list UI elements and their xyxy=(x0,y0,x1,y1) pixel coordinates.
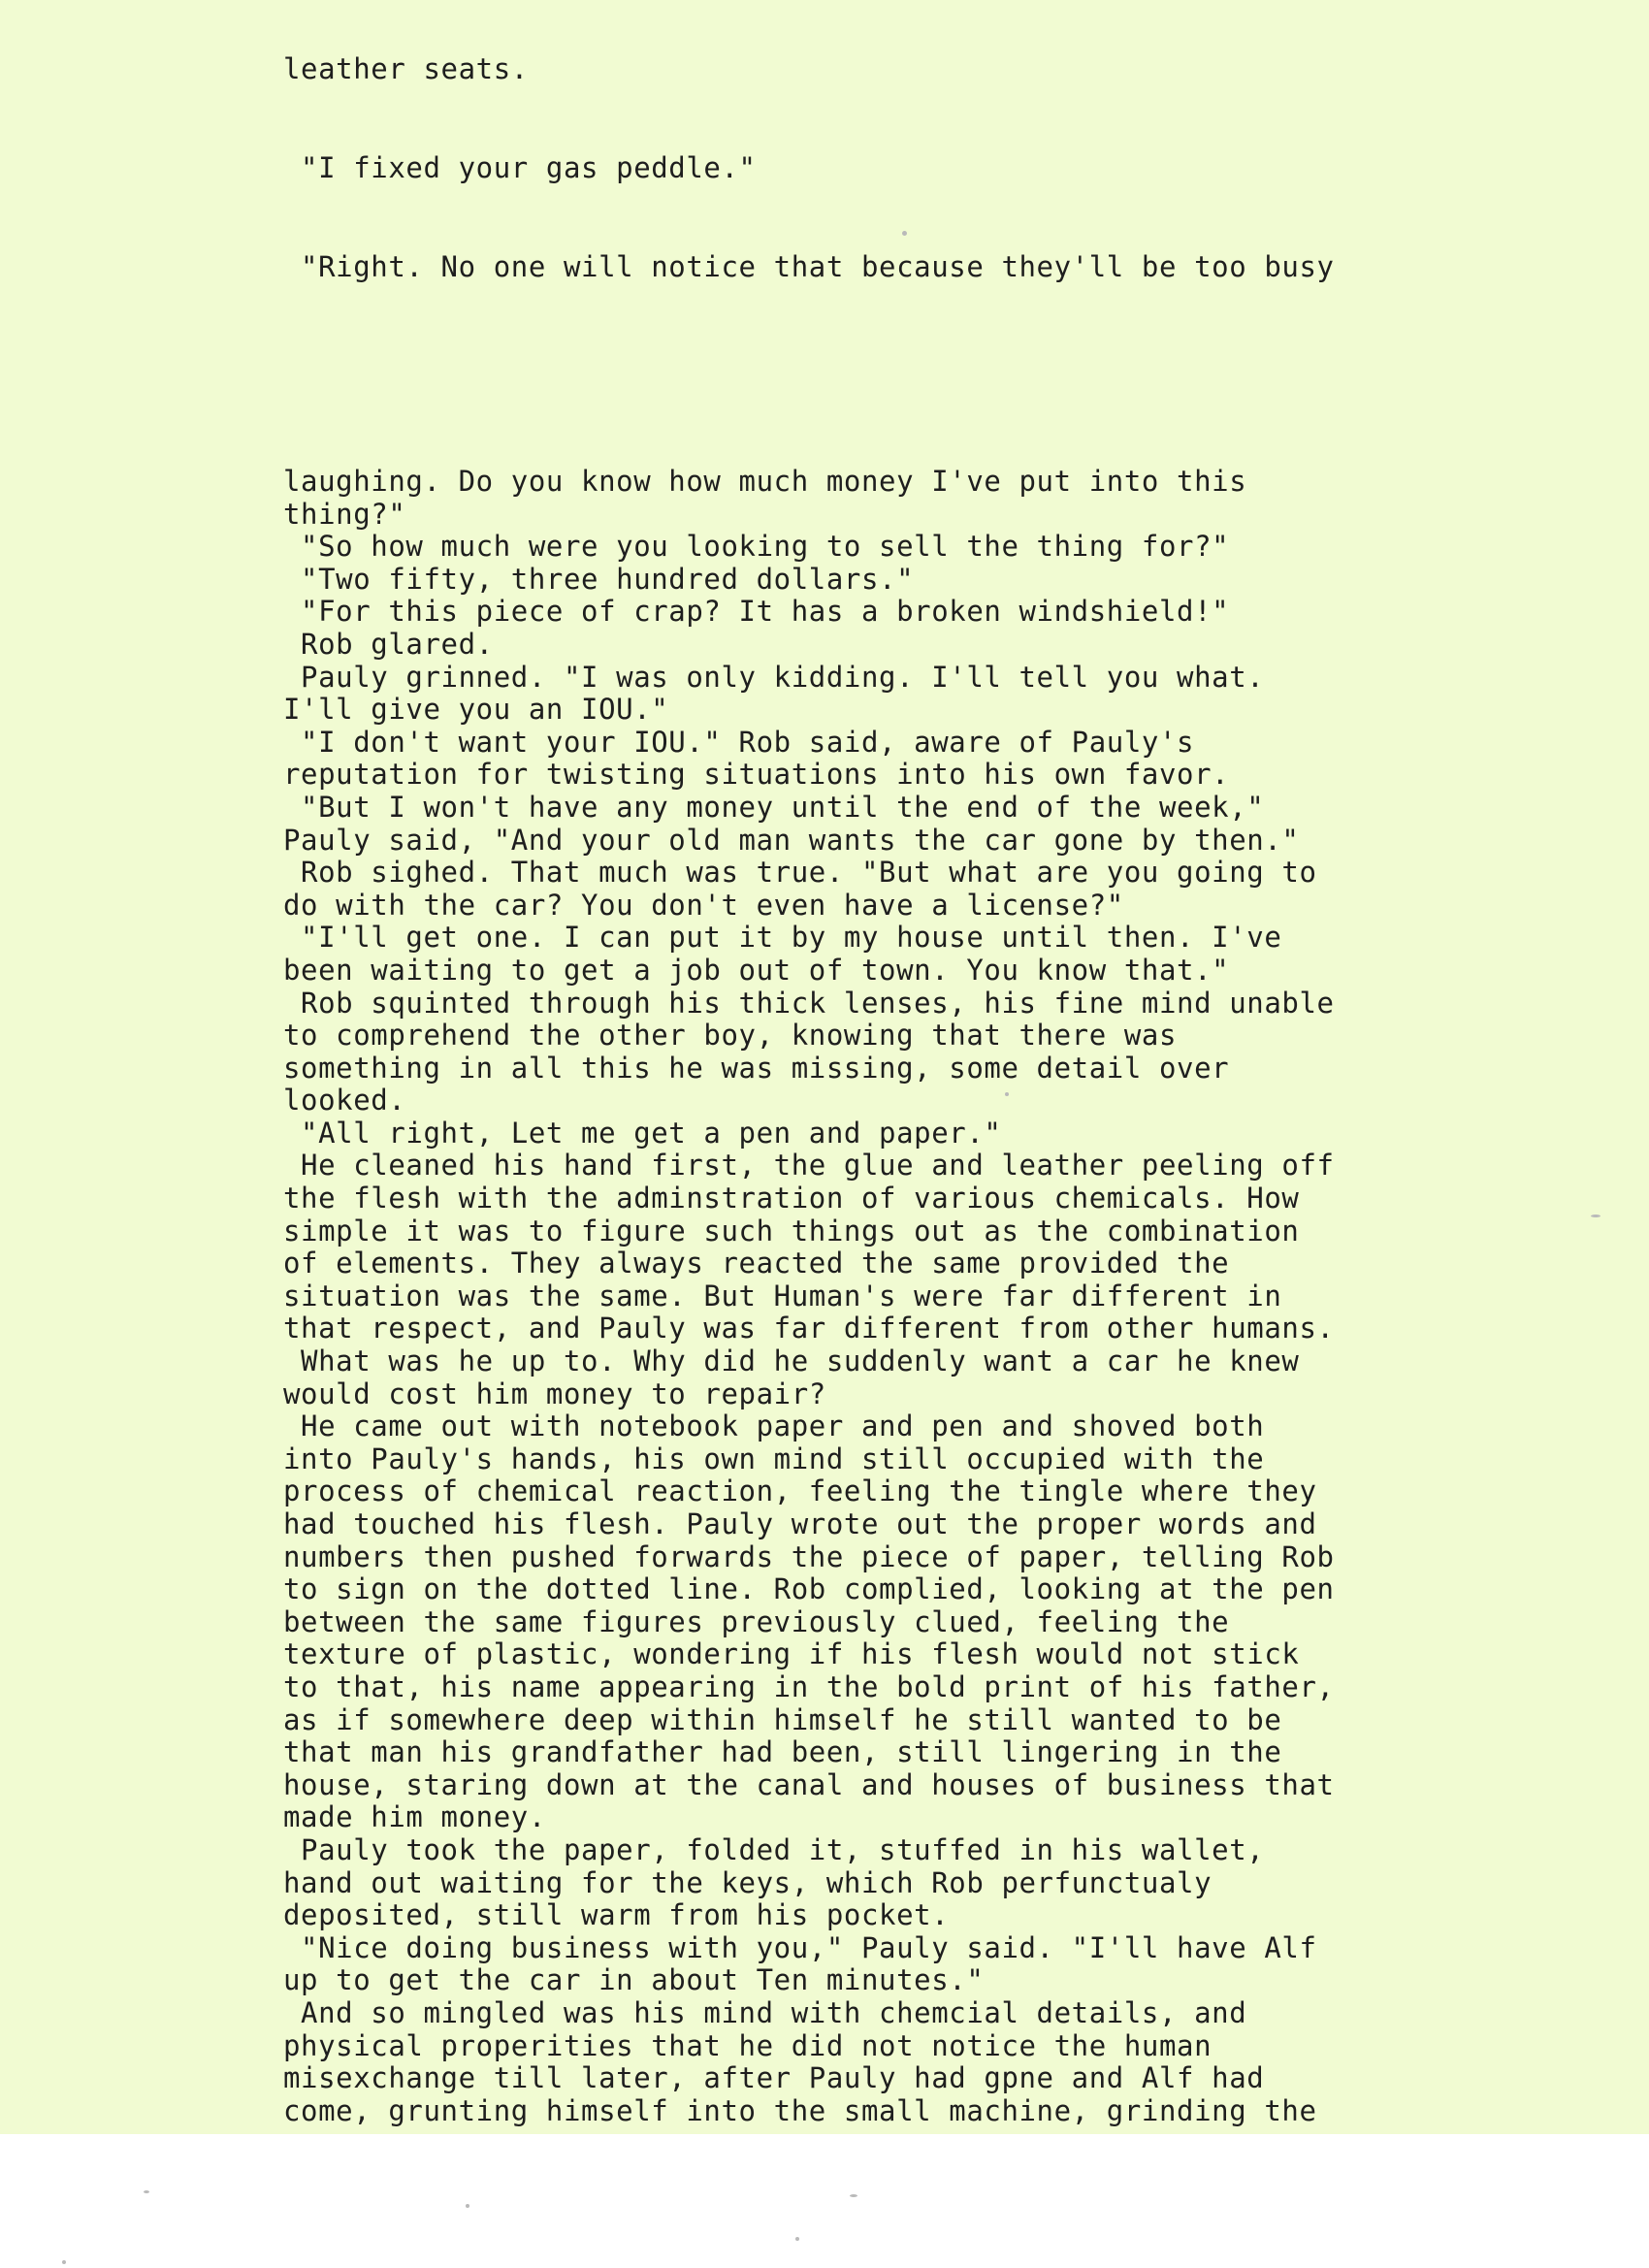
text-line: leather seats. xyxy=(283,52,529,85)
text-line: situation was the same. But Human's were far different in xyxy=(283,1279,1282,1312)
text-line: that respect, and Pauly was far different from other humans. xyxy=(283,1312,1335,1345)
text-line: "All right, Let me get a pen and paper." xyxy=(283,1116,1002,1150)
text-line: reputation for twisting situations into his own favor. xyxy=(283,758,1230,792)
text-line: that man his grandfather had been, still lingering in the xyxy=(283,1735,1282,1769)
text-line: come, grunting himself into the small machine, grinding the xyxy=(283,2093,1317,2127)
text-line: of elements. They always reacted the same provided the xyxy=(283,1247,1230,1280)
paper-speck xyxy=(795,2237,799,2241)
text-line: house, staring down at the canal and houses of business that xyxy=(283,1767,1335,1801)
text-line: deposited, still warm from his pocket. xyxy=(283,1898,950,1932)
text-line: been waiting to get a job out of town. You know that." xyxy=(283,953,1230,987)
text-line: simple it was to figure such things out as the combination xyxy=(283,1214,1300,1247)
text-line: thing?" xyxy=(283,497,406,531)
text-line: to sign on the dotted line. Rob complied, looking at the pen xyxy=(283,1572,1335,1606)
paper-speck xyxy=(1591,1215,1600,1217)
text-line: "I don't want your IOU." Rob said, aware of Pauly's xyxy=(283,725,1195,759)
text-line: numbers then pushed forwards the piece of paper, telling Rob xyxy=(283,1539,1335,1573)
text-line: "Right. No one will notice that because they'll be too busy xyxy=(283,250,1335,283)
text-line: had touched his flesh. Pauly wrote out the proper words and xyxy=(283,1507,1317,1540)
text-line: I'll give you an IOU." xyxy=(283,693,669,727)
text-line: hand out waiting for the keys, which Rob perfunctualy xyxy=(283,1865,1212,1899)
text-line: Rob sighed. That much was true. "But what are you going to xyxy=(283,856,1317,890)
text-line: misexchange till later, after Pauly had gpne and Alf had xyxy=(283,2061,1265,2095)
text-line: to comprehend the other boy, knowing that there was xyxy=(283,1019,1178,1053)
text-line: Pauly said, "And your old man wants the car gone by then." xyxy=(283,823,1300,857)
paper-speck xyxy=(902,231,907,236)
text-line: He came out with notebook paper and pen and shoved both xyxy=(283,1409,1265,1443)
text-line: And so mingled was his mind with chemcial details, and xyxy=(283,1995,1247,2029)
text-line: Rob glared. xyxy=(283,627,494,661)
text-line: made him money. xyxy=(283,1800,546,1834)
text-line: into Pauly's hands, his own mind still occupied with the xyxy=(283,1442,1265,1475)
text-line: process of chemical reaction, feeling the tingle where they xyxy=(283,1474,1317,1508)
text-line: laughing. Do you know how much money I've put into this xyxy=(283,465,1247,498)
text-line: Pauly took the paper, folded it, stuffed in his wallet, xyxy=(283,1832,1265,1866)
text-line: "Nice doing business with you," Pauly said. "I'll have Alf xyxy=(283,1930,1317,1964)
text-line: between the same figures previously clued, feeling the xyxy=(283,1604,1230,1638)
text-line: Pauly grinned. "I was only kidding. I'll tell you what. xyxy=(283,660,1265,694)
text-line: texture of plastic, wondering if his flesh would not stick xyxy=(283,1637,1300,1671)
text-line: What was he up to. Why did he suddenly want a car he knew xyxy=(283,1345,1300,1378)
text-line: "So how much were you looking to sell the thing for?" xyxy=(283,530,1230,564)
text-line: the flesh with the adminstration of various chemicals. How xyxy=(283,1182,1300,1215)
text-line: do with the car? You don't even have a license?" xyxy=(283,888,1124,922)
text-line: physical properities that he did not notice the human xyxy=(283,2028,1212,2062)
paper-speck xyxy=(62,2260,66,2264)
paper-speck xyxy=(850,2194,857,2197)
text-line: "I fixed your gas peddle." xyxy=(283,151,757,184)
text-line: looked. xyxy=(283,1084,406,1118)
text-line: to that, his name appearing in the bold print of his father, xyxy=(283,1669,1335,1703)
text-line: up to get the car in about Ten minutes." xyxy=(283,1963,985,1997)
text-line: He cleaned his hand first, the glue and leather peeling off xyxy=(283,1149,1335,1183)
paper-speck xyxy=(1005,1092,1009,1096)
text-line: "Two fifty, three hundred dollars." xyxy=(283,562,915,596)
text-line: would cost him money to repair? xyxy=(283,1377,826,1410)
text-line: "For this piece of crap? It has a broken windshield!" xyxy=(283,595,1230,629)
paper-speck xyxy=(466,2204,469,2208)
text-line: something in all this he was missing, some detail over xyxy=(283,1051,1230,1085)
paper-speck xyxy=(144,2190,149,2193)
top-text-block xyxy=(283,0,1335,349)
main-text-block xyxy=(283,466,1335,2127)
text-line: as if somewhere deep within himself he still wanted to be xyxy=(283,1702,1282,1736)
text-line: "But I won't have any money until the end of the week," xyxy=(283,790,1265,824)
text-line: Rob squinted through his thick lenses, his fine mind unable xyxy=(283,986,1335,1020)
text-line: "I'll get one. I can put it by my house until then. I've xyxy=(283,921,1282,955)
